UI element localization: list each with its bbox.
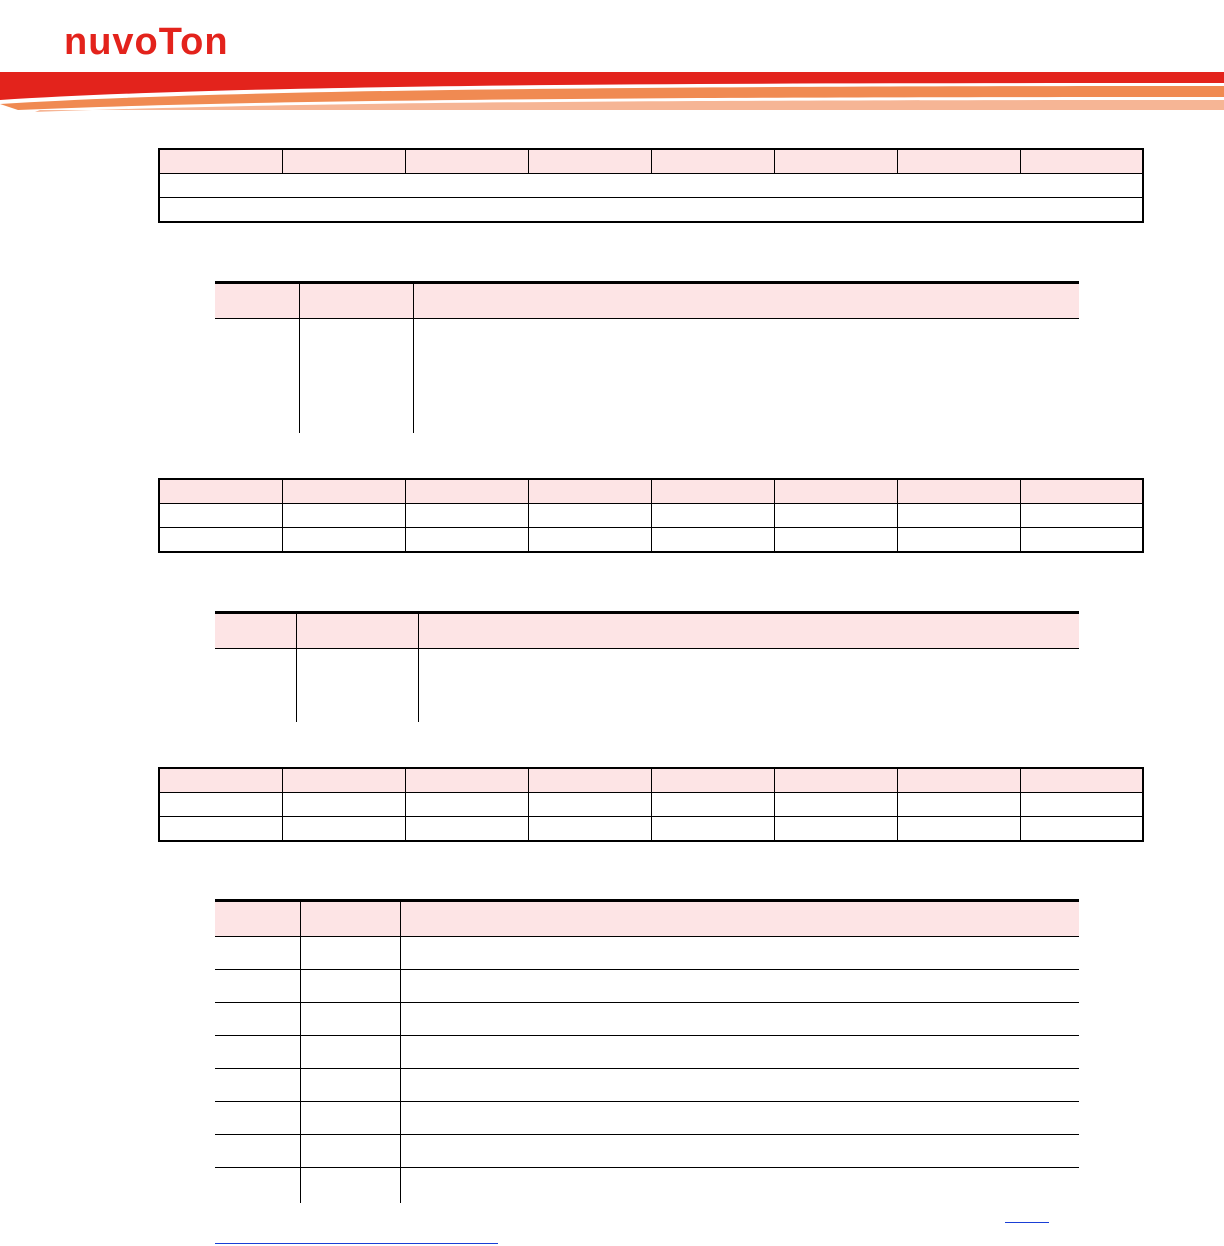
bit-access-row	[159, 528, 1143, 553]
page-header	[0, 0, 1224, 115]
register-bit-table-3	[158, 767, 1144, 842]
bit-access-row	[159, 198, 1143, 223]
hyperlink-underline[interactable]	[215, 1243, 498, 1244]
description-row	[215, 1036, 1079, 1069]
description-header-row	[215, 283, 1079, 319]
description-row	[215, 1003, 1079, 1036]
description-row	[215, 1135, 1079, 1168]
bit-header-row	[159, 149, 1143, 174]
bit-header-row	[159, 768, 1143, 793]
description-header-row	[215, 613, 1079, 649]
bit-access-row	[159, 817, 1143, 842]
description-row	[215, 319, 1079, 434]
description-row	[215, 970, 1079, 1003]
register-bit-table-1	[158, 148, 1144, 223]
description-row	[215, 937, 1079, 970]
hyperlink-underline[interactable]	[1005, 1222, 1049, 1223]
register-bit-table-2	[158, 478, 1144, 553]
bit-description-table-1	[215, 281, 1079, 433]
bit-description-table-2	[215, 611, 1079, 722]
bit-name-row	[159, 504, 1143, 528]
description-row	[215, 1102, 1079, 1135]
bit-description-table-3	[215, 899, 1079, 1203]
nuvoton-logo: nuvoTon	[64, 21, 229, 63]
description-row	[215, 649, 1079, 723]
description-row	[215, 1069, 1079, 1102]
description-header-row	[215, 901, 1079, 937]
bit-name-row	[159, 793, 1143, 817]
bit-header-row	[159, 479, 1143, 504]
bit-name-row	[159, 174, 1143, 198]
description-row	[215, 1168, 1079, 1204]
